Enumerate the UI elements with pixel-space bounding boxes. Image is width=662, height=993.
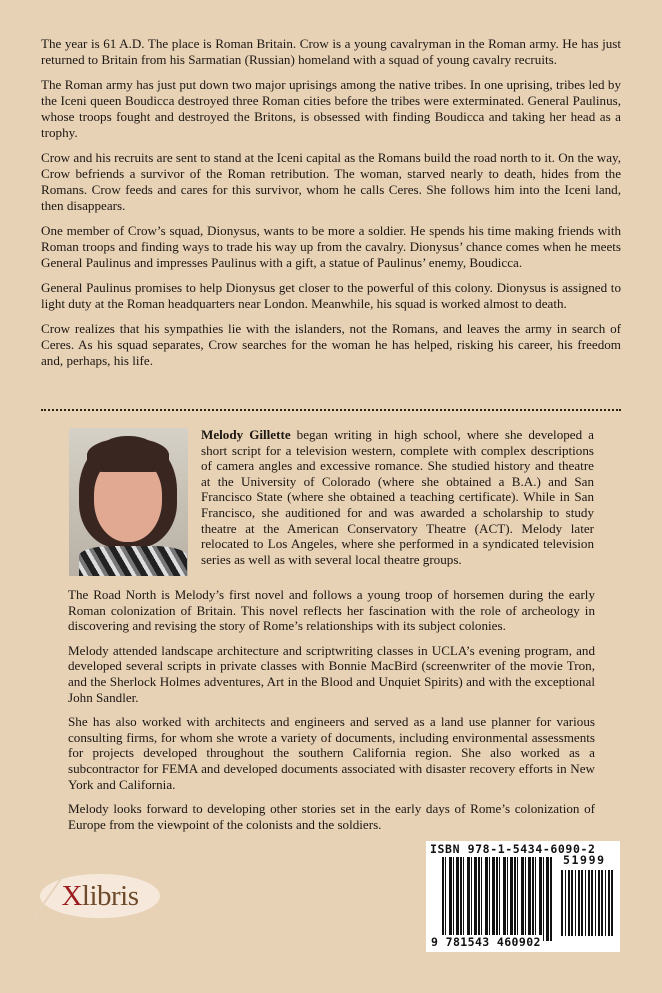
synopsis-paragraph: The Roman army has just put down two major uprisings among the native tribes. In one uprising, tribes led by the Iceni queen Boudicca destroyed three Roman cities before the tribes were exterminated. General Paulinus, whose troops fought and destroyed the Britons, is obsessed with finding Boudicca and taking her head as a trophy. [41, 77, 621, 140]
synopsis-paragraph: Crow realizes that his sympathies lie with the islanders, not the Romans, and leaves the army in search of Ceres. As his squad separates, Crow searches for the woman he has helped, risking his career, his freedom and, perhaps, his life. [41, 321, 621, 368]
author-bio-intro-text: began writing in high school, where she developed a short script for a television western, complete with complex descriptions of camera angles and excessive romance. She studied history and theatre at the University of Colorado (where she obtained a B.A.) and San Francisco State (where she obtained a teaching certificate). While in San Francisco, she auditioned for and was awarded a scholarship to study theatre at the American Conservatory Theatre (ACT). Melody later relocated to Los Angeles, where she performed in a syndicated television series as well as with several local theatre groups. [201, 427, 594, 567]
author-name: Melody Gillette [201, 427, 291, 442]
author-bio-paragraph: The Road North is Melody’s first novel and follows a young troop of horsemen during the early Roman colonization of Britain. This novel reflects her fascination with the role of archeology in discovering and revising the story of Rome’s relationships with its subject colonies. [68, 587, 595, 634]
ean-digits: 9 781543 460902 [431, 935, 541, 949]
price-code: 51999 [563, 853, 606, 867]
author-bio-intro-paragraph [201, 427, 594, 567]
dotted-divider [41, 409, 621, 411]
synopsis [41, 36, 621, 378]
author-bio [68, 587, 595, 841]
synopsis-paragraph: Crow and his recruits are sent to stand at the Iceni capital as the Romans build the road north to it. On the way, Crow befriends a survivor of the Roman retribution. The woman, starved nearly to death, hides from the Romans. Crow feeds and cares for this survivor, whom he calls Ceres. She follows him into the Iceni land, then disappears. [41, 150, 621, 213]
isbn-barcode [426, 841, 620, 952]
logo-libris-text: libris [81, 879, 139, 912]
synopsis-paragraph: The year is 61 A.D. The place is Roman Britain. Crow is a young cavalryman in the Roman army. He has just returned to Britain from his Sarmatian (Russian) homeland with a squad of young cavalry recruits. [41, 36, 621, 67]
author-bio-paragraph: Melody looks forward to developing other stories set in the early days of Rome’s colonization of Europe from the viewpoint of the colonists and the soldiers. [68, 801, 595, 832]
author-bio-intro [201, 427, 594, 567]
author-bio-paragraph: Melody attended landscape architecture and scriptwriting classes in UCLA’s evening program, and developed several scripts in private classes with Bonnie MacBird (screenwriter of the movie Tron, and the Sherlock Holmes adventures, Art in the Blood and Unquiet Spirits) and with the exceptional John Sandler. [68, 642, 595, 705]
logo-x-letter: X [61, 879, 82, 912]
author-photo [69, 428, 188, 576]
author-bio-paragraph: She has also worked with architects and engineers and served as a land use planner for various consulting firms, for whom she wrote a variety of documents, including environmental assessments for projects developed throughout the southern California region. She also worked as a subcontractor for FEMA and developed documents associated with disaster recovery efforts in New York and California. [68, 714, 595, 792]
logo-swoosh [33, 874, 64, 918]
isbn-label: ISBN 978-1-5434-6090-2 [430, 842, 596, 856]
author-photo-bangs [87, 438, 169, 472]
barcode-addon-bars [561, 870, 614, 936]
synopsis-paragraph: One member of Crow’s squad, Dionysus, wants to be more a soldier. He spends his time making friends with Roman troops and finding ways to trade his way up from the cavalry. Dionysus’ chance comes when he meets General Paulinus and impresses Paulinus with a gift, a statue of Paulinus’ enemy, Boudicca. [41, 223, 621, 270]
synopsis-paragraph: General Paulinus promises to help Dionysus get closer to the powerful of this colony. Dionysus is assigned to light duty at the Roman headquarters near London. Meanwhile, his squad is worked almost to death. [41, 280, 621, 311]
author-photo-scarf [79, 546, 187, 576]
barcode-main-bars [442, 857, 552, 941]
xlibris-logo [40, 874, 160, 918]
